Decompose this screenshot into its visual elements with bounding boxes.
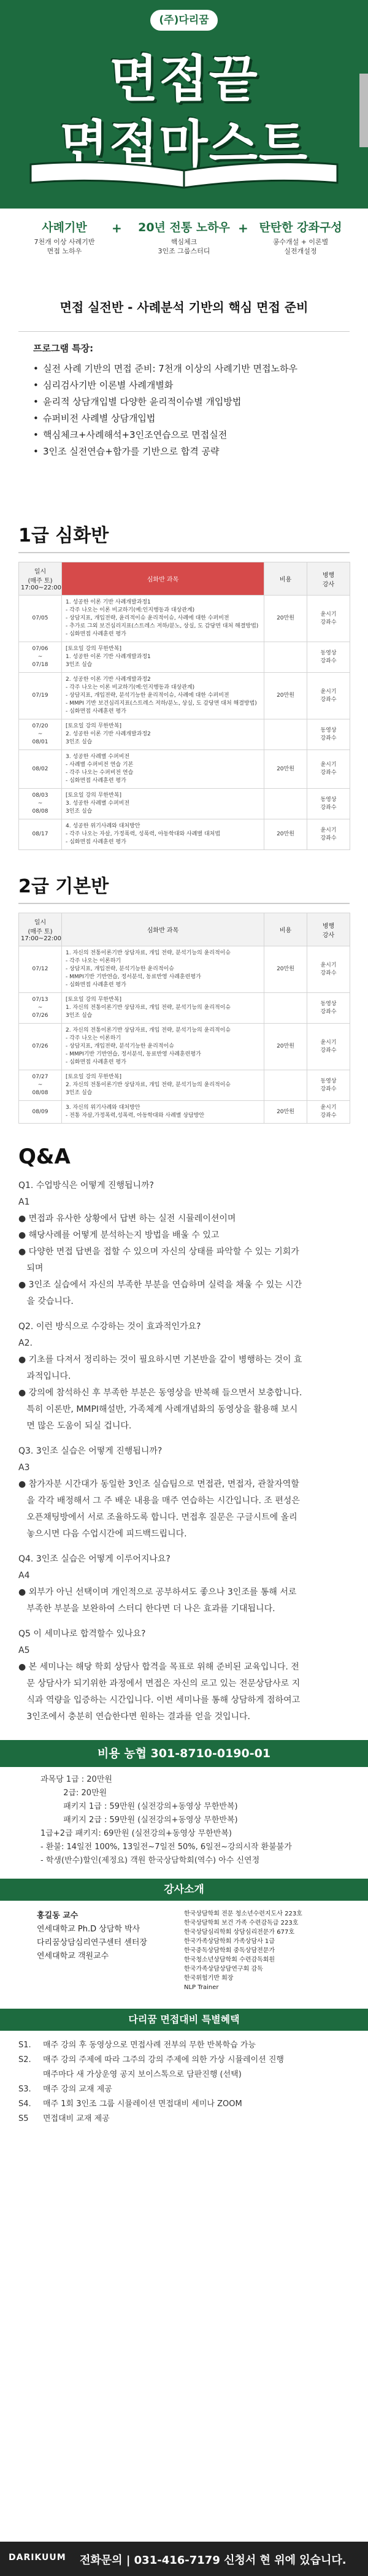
table-row xyxy=(19,819,350,850)
footer-contact[interactable]: 전화문의 | 031-416-7179 신청서 현 위에 있습니다. xyxy=(80,2554,347,2567)
footer-logo: DARIKUUM xyxy=(9,2553,66,2563)
benefit-item xyxy=(18,2112,350,2126)
table-row xyxy=(19,750,350,789)
table-row xyxy=(19,1024,350,1070)
row-content: [토요일 강의 무한반복] 1. 자신의 전통이론기반 상담자료, 개입 전략, 분석기능의 윤리적이슈 3인조 실습 xyxy=(62,993,264,1024)
qa-answer-line: ● 본 세미나는 해당 학회 상담사 합격을 목표로 위해 준비된 교육입니다. 전 xyxy=(18,1662,299,1672)
row-teacher: 윤시기 강좌수 xyxy=(307,673,350,719)
row-fee xyxy=(264,789,307,819)
table-row xyxy=(19,993,350,1024)
qa-item xyxy=(18,1178,350,1310)
qa-answer-line: 식과 역량을 입증하는 시간입니다. 이번 세미나를 통해 상담하게 점하여고 xyxy=(18,1695,301,1705)
instructor-left xyxy=(18,1909,184,2001)
instructor-affiliation: NLP Trainer xyxy=(184,1984,219,1991)
row-date: 07/13 ~ 07/26 xyxy=(19,993,62,1024)
qa-answer-line: 되며 xyxy=(18,1263,44,1273)
feature-1-head: 사례기반 xyxy=(42,221,87,234)
section1-title: 1급 심화반 xyxy=(18,520,350,553)
price-line: 2급: 20만원 xyxy=(40,1788,107,1798)
row-date: 07/05 xyxy=(19,596,62,642)
hero-banner xyxy=(0,0,368,209)
instructor-credential: 다리꿈상담심리연구센터 센터장 xyxy=(37,1938,147,1947)
feature-1 xyxy=(18,218,110,256)
col-fee: 비용 xyxy=(264,913,307,946)
section2-title: 2급 기본반 xyxy=(18,871,350,904)
benefit-item xyxy=(18,2038,350,2053)
subheading: 면접 실전반 - 사례분석 기반의 핵심 면접 준비 xyxy=(59,300,309,315)
benefit-text: 면접대비 교재 제공 xyxy=(43,2114,110,2123)
benefit-item xyxy=(18,2053,350,2068)
instructor-affiliation: 한국가족상담학회 가족상담사 1급 xyxy=(184,1938,275,1945)
row-fee: 20만원 xyxy=(264,1101,307,1124)
qa-question: Q2. 이런 방식으로 수강하는 것이 효과적인가요? xyxy=(18,1322,201,1332)
qa-item xyxy=(18,1319,350,1435)
qa-answer-line: 오픈채팅방에서 서로 조율하도록 합니다. 면접후 질문은 구글시트에 올리 xyxy=(18,1512,297,1522)
price-line: 패키지 2급 : 59만원 (실전강의+동영상 무한반복) xyxy=(40,1815,238,1825)
feature-3 xyxy=(255,218,347,256)
instructor-right xyxy=(184,1909,350,2001)
row-content: 2. 성공한 이론 기반 사례개발과정2 - 각주 나오는 이론 비교하기(예:인지행동과 대상관계) - 상담지표, 개입전략, 분석기능한 윤리적이슈, 사례에 대한 수퍼비전 - MMPI 기반 보건심리지표(스트레스 저하/분노, 상실, 도 감당면 대처 해결방법) - 심화면접 사례훈련 평가 xyxy=(62,673,264,719)
table-row xyxy=(19,673,350,719)
price-bar: 비용 농협 301-8710-0190-01 xyxy=(0,1740,368,1767)
qa-section xyxy=(18,1178,350,1725)
price-line: 과목당 1급 : 20만원 xyxy=(40,1775,112,1784)
instructor-affiliation: 한국청소년상담학회 수련감독회원 xyxy=(184,1957,275,1963)
qa-answer-label: A2. xyxy=(18,1338,33,1348)
benefits-list xyxy=(18,2038,350,2126)
qa-answer-line: ● 참가자분 시간대가 동일한 3인조 실습팀으로 면접관, 면접자, 관찰자역할 xyxy=(18,1479,299,1489)
row-content: 1. 성공한 이론 기반 사례개발과정1 - 각주 나오는 이론 비교하기(예:인지행동과 대상관계) - 상담지표, 개입전략, 윤리적이슈 윤리적이슈, 사례에 대한 수퍼비전 - 추가로 그외 보건심리지표(스트레스 저하/분노, 상실, 도 감당면 대처 해결방법) - 심화면접 사례훈련 평가 xyxy=(62,596,264,642)
book-icon xyxy=(25,158,343,189)
instructor-section xyxy=(18,1909,350,2001)
feature-3-head: 탄탄한 강좌구성 xyxy=(259,221,342,234)
row-teacher: 윤시기 강좌수 xyxy=(307,1024,350,1070)
feature-2 xyxy=(132,218,236,256)
col-teacher: 병행 강사 xyxy=(307,562,350,596)
instructor-affiliation: 한국상담학회 전문 청소년수련지도사 223호 xyxy=(184,1911,302,1917)
row-teacher: 윤시기 강좌수 xyxy=(307,946,350,993)
price-details xyxy=(18,1767,350,1868)
row-teacher: 동영상 강좌수 xyxy=(307,789,350,819)
instructor-affiliation: 한국가족상담상담연구회 감독 xyxy=(184,1966,263,1972)
row-fee: 20만원 xyxy=(264,1024,307,1070)
col-fee: 비용 xyxy=(264,562,307,596)
row-date: 07/12 xyxy=(19,946,62,993)
qa-answer-line: 면 많은 도움이 되실 겁니다. xyxy=(18,1421,132,1431)
program-heading: 프로그램 특장: xyxy=(33,343,94,354)
program-item: • 슈퍼비전 사례별 상담개입법 xyxy=(33,410,335,427)
qa-answer-line: 문 상담사가 되기위한 과정에서 면접은 자신의 로고 있는 전문상담사로 지 xyxy=(18,1679,301,1689)
row-date: 07/26 xyxy=(19,1024,62,1070)
instructor-credential: 연세대학교 객원교수 xyxy=(37,1952,109,1961)
instructor-credential: 연세대학교 Ph.D 상담학 박사 xyxy=(37,1925,140,1934)
table-row xyxy=(19,596,350,642)
qa-answer-line: ● 다양한 면접 답변을 접할 수 있으며 자신의 상태를 파악할 수 있는 기회가 xyxy=(18,1247,299,1257)
row-content: 1. 자신의 전통이론기반 상담자료, 개입 전략, 분석기능의 윤리적이슈 - 각주 나오는 이론하기 - 상담지표, 개입전략, 분석기능한 윤리적이슈 - MMPI기반 기반연습, 정서분석, 동료반영 사례훈련평가 - 심화면접 사례훈련 평가 xyxy=(62,946,264,993)
qa-answer-line: ● 강의에 참석하신 후 부족한 부분은 동영상을 반복해 들으면서 보충합니다. xyxy=(18,1388,302,1398)
qa-answer-line: ● 기초를 다져서 정리하는 것이 필요하시면 기본반을 같이 병행하는 것이 효 xyxy=(18,1355,302,1365)
benefit-item xyxy=(18,2068,350,2082)
section2-rows xyxy=(19,946,350,1124)
row-date: 08/02 xyxy=(19,750,62,789)
col-teacher: 병행 강사 xyxy=(307,913,350,946)
qa-answer-line: 을 갖습니다. xyxy=(18,1297,74,1306)
section1-rows xyxy=(19,596,350,850)
instructor-affiliation: 한국상담학회 보건 가족 수련감독급 223호 xyxy=(184,1920,299,1926)
plus-icon: + xyxy=(238,221,248,236)
qa-question: Q1. 수업방식은 어떻게 진행됩니까? xyxy=(18,1181,154,1190)
benefit-text: 매주 1회 3인조 그룹 시뮬레이션 면접대비 세미나 ZOOM xyxy=(43,2099,242,2109)
row-date: 08/17 xyxy=(19,819,62,850)
instructor-title: 강사소개 xyxy=(0,1879,368,1901)
benefit-text: 매주 강의 후 동영상으로 면접사례 전부의 무한 반복학습 가능 xyxy=(43,2041,256,2050)
qa-item xyxy=(18,1626,350,1725)
plus-icon: + xyxy=(112,221,122,236)
row-teacher: 윤시기 강좌수 xyxy=(307,1101,350,1124)
qa-answer-label: A3 xyxy=(18,1463,30,1473)
qa-answer-line: ● 외부가 아닌 선택이며 개인적으로 공부하셔도 좋으나 3인조를 통해 서로 xyxy=(18,1587,297,1597)
qa-answer-line: ● 면접과 유사한 상황에서 답변 하는 실전 시뮬레이션이며 xyxy=(18,1214,236,1224)
row-teacher: 윤시기 강좌수 xyxy=(307,750,350,789)
row-fee xyxy=(264,719,307,750)
qa-answer-label: A4 xyxy=(18,1571,30,1581)
feature-1-sub: 7천개 이상 사례기반 면접 노하우 xyxy=(34,238,95,255)
table-row xyxy=(19,642,350,673)
qa-answer-line: 3인조에서 충분히 연습한다면 원하는 결과를 얻을 것입니다. xyxy=(18,1712,250,1722)
qa-answer-line: 과적입니다. xyxy=(18,1371,71,1381)
feature-2-head: 20년 전통 노하우 xyxy=(138,221,230,234)
feature-2-sub: 핵심체크 3인조 그룹스터디 xyxy=(158,238,210,255)
program-item: • 실전 사례 기반의 면접 준비: 7천개 이상의 사례기반 면접노하우 xyxy=(33,361,335,377)
qa-item xyxy=(18,1551,350,1617)
benefit-text: 매주마다 새 가상운영 공지 보이스톡으로 담판진행 (선택) xyxy=(43,2070,242,2079)
row-content: 2. 자신의 전통이론기반 상담자료, 개입 전략, 분석기능의 윤리적이슈 - 각주 나오는 이론하기 - 상담지표, 개입전략, 분석기능한 윤리적이슈 - MMPI기반 기반연습, 정서분석, 동료반영 사례훈련평가 - 심화면접 사례훈련 평가 xyxy=(62,1024,264,1070)
brand-pill: (주)다리꿈 xyxy=(150,10,218,31)
qa-answer-label: A1 xyxy=(18,1197,30,1207)
row-content: [토요일 강의 무한반복] 2. 성공한 이론 기반 사례개발과정2 3인조 실습 xyxy=(62,719,264,750)
row-fee: 20만원 xyxy=(264,946,307,993)
benefit-text: 매주 강의 교재 제공 xyxy=(43,2085,112,2094)
price-line: 1급+2급 패키지: 69만원 (실전강의+동영상 무한반복) xyxy=(40,1829,232,1838)
qa-answer-line: ● 해당사례를 어떻게 분석하는지 방법을 배울 수 있고 xyxy=(18,1230,220,1240)
row-fee xyxy=(264,1070,307,1101)
price-line: - 학생(반수)할인(제정요) 객원 한국상담학회(역수) 아수 신연정 xyxy=(40,1856,260,1865)
benefit-key: S1. xyxy=(18,2041,31,2050)
table-row xyxy=(19,946,350,993)
instructor-affiliation: 한국상담심리학회 상담심리전문가 677호 xyxy=(184,1929,295,1936)
row-content: 4. 성공한 위기사례와 대처방안 - 각주 나오는 자살, 가정폭력, 성폭력, 아동학대와 사례별 대처법 - 심화면접 사례훈련 평가 xyxy=(62,819,264,850)
row-date: 07/27 ~ 08/08 xyxy=(19,1070,62,1101)
benefit-key: S3. xyxy=(18,2085,31,2094)
row-teacher: 동영상 강좌수 xyxy=(307,993,350,1024)
col-date: 일시 (매주 토) 17:00~22:00 xyxy=(19,562,62,596)
row-fee xyxy=(264,993,307,1024)
col-subject: 심화반 과목 xyxy=(62,913,264,946)
table-row xyxy=(19,1101,350,1124)
program-item: • 핵심체크+사례해석+3인조연습으로 면접실전 xyxy=(33,427,335,443)
footer xyxy=(0,2542,368,2576)
benefit-key: S2. xyxy=(18,2055,31,2064)
table-row xyxy=(19,789,350,819)
qa-answer-line: ● 3인조 실습에서 자신의 부족한 부분을 연습하며 실력을 채울 수 있는 시간 xyxy=(18,1280,302,1290)
benefit-text: 매주 강의 주제에 따라 그주의 강의 주제에 의한 가상 시뮬레이션 진행 xyxy=(43,2055,284,2064)
row-fee: 20만원 xyxy=(264,673,307,719)
qa-title: Q&A xyxy=(18,1144,71,1169)
qa-question: Q3. 3인조 실습은 어떻게 진행됩니까? xyxy=(18,1446,163,1456)
hero-title-line1: 면접끝 xyxy=(109,50,259,109)
row-fee: 20만원 xyxy=(264,596,307,642)
row-date: 07/06 ~ 07/18 xyxy=(19,642,62,673)
program-features xyxy=(18,331,350,509)
benefit-key: S4. xyxy=(18,2099,31,2109)
row-fee xyxy=(264,642,307,673)
table-row xyxy=(19,719,350,750)
instructor-name: 홍길동 교수 xyxy=(37,1911,79,1920)
col-subject: 심화반 과목 xyxy=(62,562,264,596)
row-fee: 20만원 xyxy=(264,750,307,789)
row-content: 3. 성공한 사례별 수퍼비전 - 사례별 수퍼비전 연습 기본 - 각주 나오는 수퍼비전 연습 - 심화면접 사례훈련 평가 xyxy=(62,750,264,789)
row-fee: 20만원 xyxy=(264,819,307,850)
qa-answer-line: 놓으시면 다음 수업시간에 피드백드립니다. xyxy=(18,1529,187,1539)
qa-question: Q5 이 세미나로 합격할수 있나요? xyxy=(18,1629,146,1639)
program-item: • 윤리적 상담개입별 다양한 윤리적이슈별 개입방법 xyxy=(33,394,335,410)
features-section xyxy=(0,209,368,331)
qa-question: Q4. 3인조 실습은 어떻게 이루어지나요? xyxy=(18,1554,171,1564)
col-date: 일시 (매주 토) 17:00~22:00 xyxy=(19,913,62,946)
qa-answer-line: 부족한 부분을 보완하여 스터디 한다면 더 나은 효과를 기대됩니다. xyxy=(18,1604,275,1614)
benefits-title: 다리꿈 면접대비 특별혜택 xyxy=(0,2009,368,2031)
row-content: [토요일 강의 무한반복] 1. 성공한 이론 기반 사례개발과정1 3인조 실습 xyxy=(62,642,264,673)
qa-answer-line: 특히 이론반, MMPI해설반, 가족체계 사례개념화의 동영상을 활용해 보시 xyxy=(18,1405,298,1414)
program-list xyxy=(33,361,335,460)
benefit-item xyxy=(18,2097,350,2112)
qa-answer-label: A5 xyxy=(18,1646,30,1655)
row-teacher: 윤시기 강좌수 xyxy=(307,819,350,850)
row-teacher: 동영상 강좌수 xyxy=(307,642,350,673)
section2-table xyxy=(18,913,350,1124)
section1-table xyxy=(18,562,350,850)
row-teacher: 윤시기 강좌수 xyxy=(307,596,350,642)
program-item: • 심리검사기반 이론별 사례개별화 xyxy=(33,377,335,394)
row-content: [토요일 강의 무한반복] 3. 성공한 사례별 수퍼비전 3인조 실습 xyxy=(62,789,264,819)
instructor-affiliation: 한국위험기반 회장 xyxy=(184,1975,234,1982)
benefit-key xyxy=(18,2068,43,2082)
hero-title-line2: 면접마스트 xyxy=(59,115,309,174)
qa-item xyxy=(18,1443,350,1543)
feature-3-sub: 콩수개설 + 이론별 실전개설정 xyxy=(272,238,329,255)
qa-answer-line: 을 각각 배정해서 그 주 배운 내용을 매주 연습하는 시간입니다. 조 편성은 xyxy=(18,1496,300,1506)
price-line: - 환불: 14일전 100%, 13일전~7일전 50%, 6일전~강의시작 환불불가 xyxy=(40,1842,292,1852)
table-row xyxy=(19,1070,350,1101)
benefit-item xyxy=(18,2082,350,2097)
row-date: 08/03 ~ 08/08 xyxy=(19,789,62,819)
row-teacher: 동영상 강좌수 xyxy=(307,1070,350,1101)
row-date: 08/09 xyxy=(19,1101,62,1124)
instructor-affiliation: 한국중독상담학회 중독상담전문가 xyxy=(184,1947,275,1954)
benefit-key: S5 xyxy=(18,2114,29,2123)
row-date: 07/19 xyxy=(19,673,62,719)
row-content: 3. 자신의 위기사례와 대처방안 - 전통 자살,가정폭력,성폭력, 아동학대와 사례별 상담방안 xyxy=(62,1101,264,1124)
program-item: • 3인조 실전연습+합가를 기반으로 합격 공략 xyxy=(33,443,335,460)
row-content: [토요일 강의 무한반복] 2. 자신의 전통이론기반 상담자료, 개입 전략, 분석기능의 윤리적이슈 3인조 실습 xyxy=(62,1070,264,1101)
price-line: 패키지 1급 : 59만원 (실전강의+동영상 무한반복) xyxy=(40,1802,238,1811)
row-teacher: 동영상 강좌수 xyxy=(307,719,350,750)
row-date: 07/20 ~ 08/01 xyxy=(19,719,62,750)
scrollbar[interactable] xyxy=(359,74,368,147)
